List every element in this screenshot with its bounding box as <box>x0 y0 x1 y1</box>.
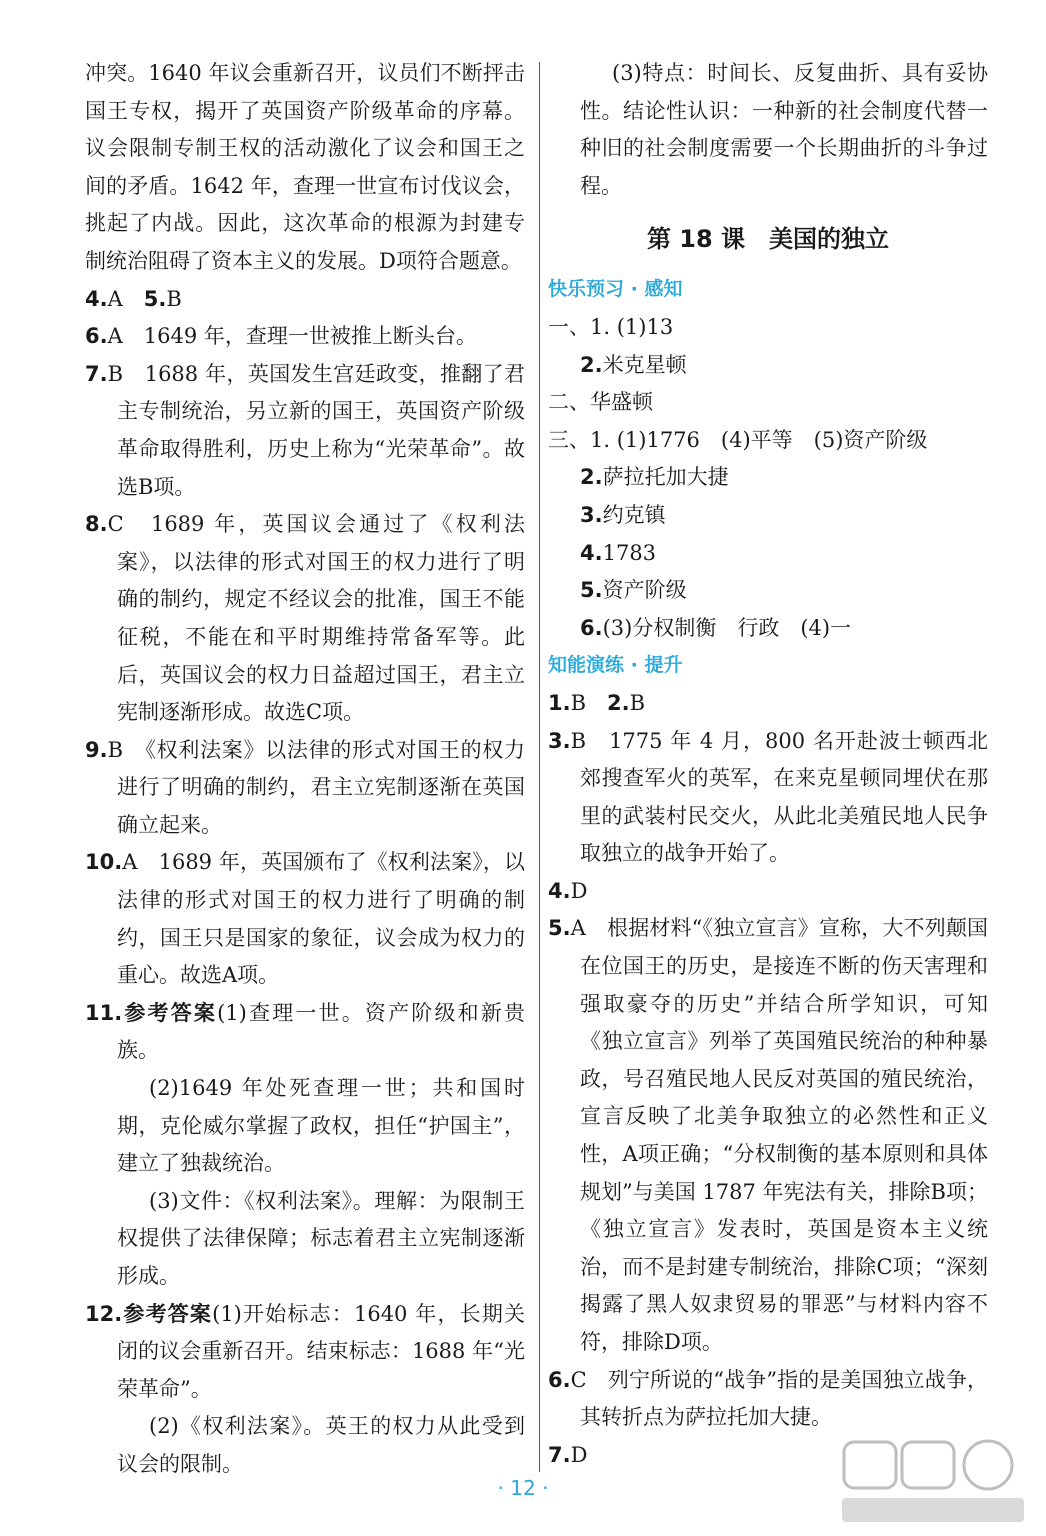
answer-text: (3)分权制衡 行政 (4)一 <box>602 615 852 640</box>
answer-text: 米克星顿 <box>602 352 687 377</box>
answer-item <box>548 497 988 535</box>
answer-item <box>85 356 525 506</box>
answer-item <box>85 1183 525 1296</box>
answer-item <box>548 685 988 723</box>
answer-text: (2)1649 年处死查理一世；共和国时期，克伦威尔掌握了政权，担任“护国主”，建立了独裁统治。 <box>117 1076 525 1176</box>
item-number: 11. <box>85 1000 123 1025</box>
item-number: 9. <box>85 737 108 762</box>
item-number: 7. <box>548 1442 571 1467</box>
left-column <box>85 55 525 1484</box>
answer-item <box>85 732 525 845</box>
item-number: 3. <box>548 728 571 753</box>
answer-item <box>85 1408 525 1483</box>
item-number: 7. <box>85 361 108 386</box>
item-number: 12. <box>85 1301 123 1326</box>
answer-text: (1)查理一世。资产阶级和新贵族。 <box>117 1000 526 1063</box>
item-number: 6. <box>548 1367 571 1392</box>
answer-text: (3)特点：时间长、反复曲折、具有妥协性。结论性认识：一种新的社会制度代替一种旧的社会制度需要一个长期曲折的斗争过程。 <box>580 61 988 198</box>
answer-item <box>548 610 988 648</box>
answer-item <box>548 309 988 347</box>
item-number: 2. <box>580 352 603 377</box>
answer-text: B 《权利法案》以法律的形式对国王的权力进行了明确的制约，君主立宪制逐渐在英国确立起来。 <box>107 737 525 837</box>
column-divider <box>539 62 540 1472</box>
answer-item <box>548 873 988 911</box>
answer-text: (2)《权利法案》。英王的权力从此受到议会的限制。 <box>117 1414 525 1476</box>
answer-item <box>548 459 988 497</box>
answer-text: A 1689 年，英国颁布了《权利法案》，以法律的形式对国王的权力进行了明确的制约，国王只是国家的象征，议会成为权力的重心。故选A项。 <box>117 850 525 988</box>
answer-text: 资产阶级 <box>602 578 687 603</box>
answer-text: 三、1. (1)1776 (4)平等 (5)资产阶级 <box>548 427 928 452</box>
answer-item <box>548 1362 988 1437</box>
answer-item <box>548 535 988 573</box>
answer-item <box>548 347 988 385</box>
answer-text: (1)开始标志：1640 年，长期关闭的议会重新召开。结束标志：1688 年“光荣革命”。 <box>117 1301 525 1401</box>
page-number: · 12 · <box>497 1476 549 1500</box>
answer-text: (3)文件：《权利法案》。理解：为限制王权提供了法律保障；标志着君主立宪制逐渐形成。 <box>117 1188 525 1288</box>
answer-item <box>548 572 988 610</box>
answer-item <box>548 723 988 873</box>
answer-text: A <box>107 286 144 311</box>
answer-text: B <box>629 690 646 715</box>
watermark-logo <box>838 1436 1028 1526</box>
answer-text: D <box>570 878 588 903</box>
answer-label: 参考答案 <box>122 1301 213 1326</box>
item-number: 4. <box>548 878 571 903</box>
answer-text: A 1649 年，查理一世被推上断头台。 <box>107 324 477 349</box>
answer-item <box>548 422 988 460</box>
answer-item <box>548 55 988 205</box>
answer-text: D <box>570 1442 588 1467</box>
answer-text: 一、1. (1)13 <box>548 314 674 339</box>
item-number: 5. <box>143 286 167 311</box>
answer-item <box>85 506 525 732</box>
answer-text: B <box>166 286 182 311</box>
item-number: 1. <box>548 690 571 715</box>
section-heading: 快乐预习 · 感知 <box>548 278 683 301</box>
answer-item <box>85 281 525 319</box>
answer-text: 约克镇 <box>602 502 666 527</box>
answer-text: 冲突。1640 年议会重新召开，议员们不断抨击国王专权，揭开了英国资产阶级革命的序幕。议会限制专制王权的活动激化了议会和国王之间的矛盾。1642 年，查理一世宣布讨伐议会，挑起了内战。因此，这次革命的根源为封建专制统治阻碍了资本主义的发展。D项符合题意。 <box>85 61 525 273</box>
answer-item <box>548 910 988 1361</box>
lesson-title: 第 18 课 美国的独立 <box>646 225 890 254</box>
item-number: 5. <box>548 916 571 941</box>
answer-text: C 列宁所说的“战争”指的是美国独立战争，其转折点为萨拉托加大捷。 <box>570 1367 988 1430</box>
item-number: 6. <box>580 615 603 640</box>
answer-text: B 1688 年，英国发生宫廷政变，推翻了君主专制统治，另立新的国王，英国资产阶级革命取得胜利，历史上称为“光荣革命”。故选B项。 <box>107 361 525 499</box>
item-number: 5. <box>580 578 603 603</box>
item-number: 3. <box>580 502 603 527</box>
item-number: 10. <box>85 850 123 875</box>
answer-text: 二、华盛顿 <box>548 390 653 415</box>
answer-text: B 1775 年 4 月，800 名开赴波士顿西北郊搜查军火的英军，在来克星顿同埋伏在那里的武装村民交火，从此北美殖民地人民争取独立的战争开始了。 <box>570 728 988 866</box>
answer-text: 1783 <box>602 540 657 565</box>
answer-item <box>85 1296 525 1409</box>
answer-item <box>85 318 525 356</box>
answer-item <box>85 55 525 281</box>
item-number: 6. <box>85 324 108 349</box>
item-number: 2. <box>580 465 603 490</box>
answer-label: 参考答案 <box>122 1000 218 1025</box>
answer-item <box>548 384 988 422</box>
answer-text: A 根据材料“《独立宣言》宣称，大不列颠国在位国王的历史，是接连不断的伤天害理和强取豪夺的历史”并结合所学知识，可知《独立宣言》列举了英国殖民统治的种种暴政，号召殖民地人民反对英国的殖民统治，宣言反映了北美争取独立的必然性和正义性，A项正确；“分权制衡的基本原则和具体规划”与美国 1787 年宪法有关，排除B项；《独立宣言》发表时，英国是资本主义统治，而不是封建专制统治，排除C项；“深刻揭露了黑人奴隶贸易的罪恶”与材料内容不符，排除D项。 <box>570 916 988 1354</box>
item-number: 4. <box>85 286 108 311</box>
item-number: 8. <box>85 512 108 537</box>
item-number: 2. <box>607 690 630 715</box>
answer-text: B <box>570 690 608 715</box>
answer-text: 萨拉托加大捷 <box>602 465 729 490</box>
section-heading: 知能演练 · 提升 <box>548 654 683 677</box>
answer-item <box>85 1070 525 1183</box>
answer-item <box>85 995 525 1070</box>
right-column <box>548 55 988 1474</box>
answer-item <box>85 844 525 994</box>
answer-text: C 1689 年，英国议会通过了《权利法案》，以法律的形式对国王的权力进行了明确的制约，规定不经议会的批准，国王不能征税，不能在和平时期维持常备军等。此后，英国议会的权力日益超过国王，君主立宪制逐渐形成。故选C项。 <box>107 512 525 725</box>
item-number: 4. <box>580 540 603 565</box>
